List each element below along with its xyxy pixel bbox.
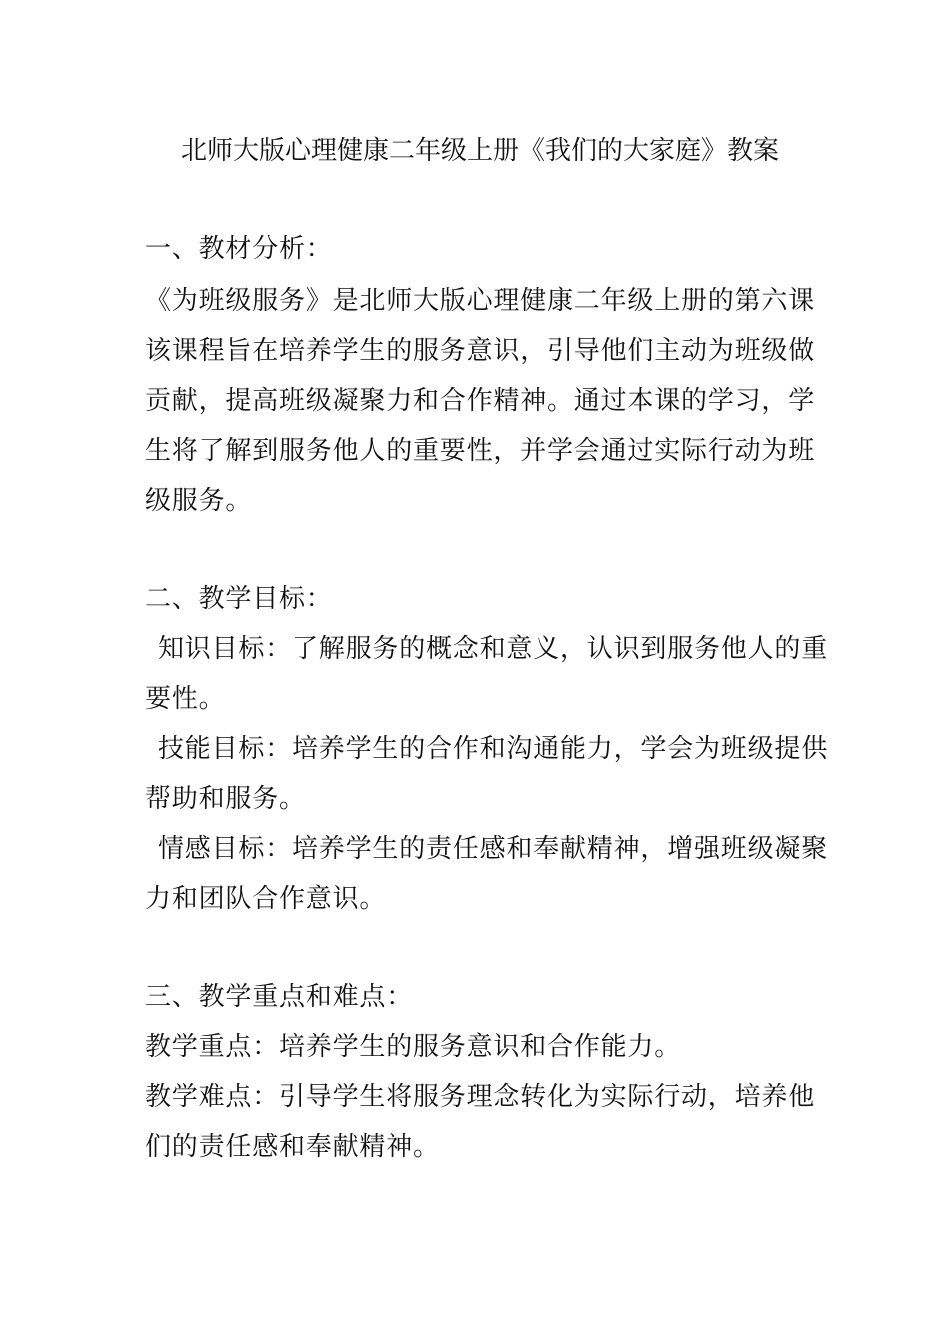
objective-emotion-line: 情感目标：培养学生的责任感和奉献精神，增强班级凝聚 [158, 834, 829, 864]
paragraph-line: 要性。 [145, 684, 226, 714]
section-heading-analysis: 一、教材分析： [145, 234, 333, 264]
section-heading-key-points: 三、教学重点和难点： [145, 982, 414, 1012]
objective-knowledge-line: 知识目标：了解服务的概念和意义，认识到服务他人的重 [158, 634, 829, 664]
paragraph-line: 帮助和服务。 [145, 784, 306, 814]
paragraph-line: 们的责任感和奉献精神。 [145, 1132, 440, 1162]
paragraph-line: 该课程旨在培养学生的服务意识，引导他们主动为班级做 [145, 336, 816, 366]
section-heading-objectives: 二、教学目标： [145, 584, 333, 614]
document-title: 北师大版心理健康二年级上册《我们的大家庭》教案 [180, 136, 779, 166]
paragraph-line: 贡献，提高班级凝聚力和合作精神。通过本课的学习，学 [145, 386, 816, 416]
paragraph-line: 力和团队合作意识。 [145, 884, 387, 914]
paragraph-line: 级服务。 [145, 486, 253, 516]
difficulty-line: 教学难点：引导学生将服务理念转化为实际行动，培养他 [145, 1082, 816, 1112]
paragraph-line: 《为班级服务》是北师大版心理健康二年级上册的第六课 [145, 286, 816, 316]
key-point-line: 教学重点：培养学生的服务意识和合作能力。 [145, 1032, 682, 1062]
objective-skill-line: 技能目标：培养学生的合作和沟通能力，学会为班级提供 [158, 734, 829, 764]
paragraph-line: 生将了解到服务他人的重要性，并学会通过实际行动为班 [145, 436, 816, 466]
